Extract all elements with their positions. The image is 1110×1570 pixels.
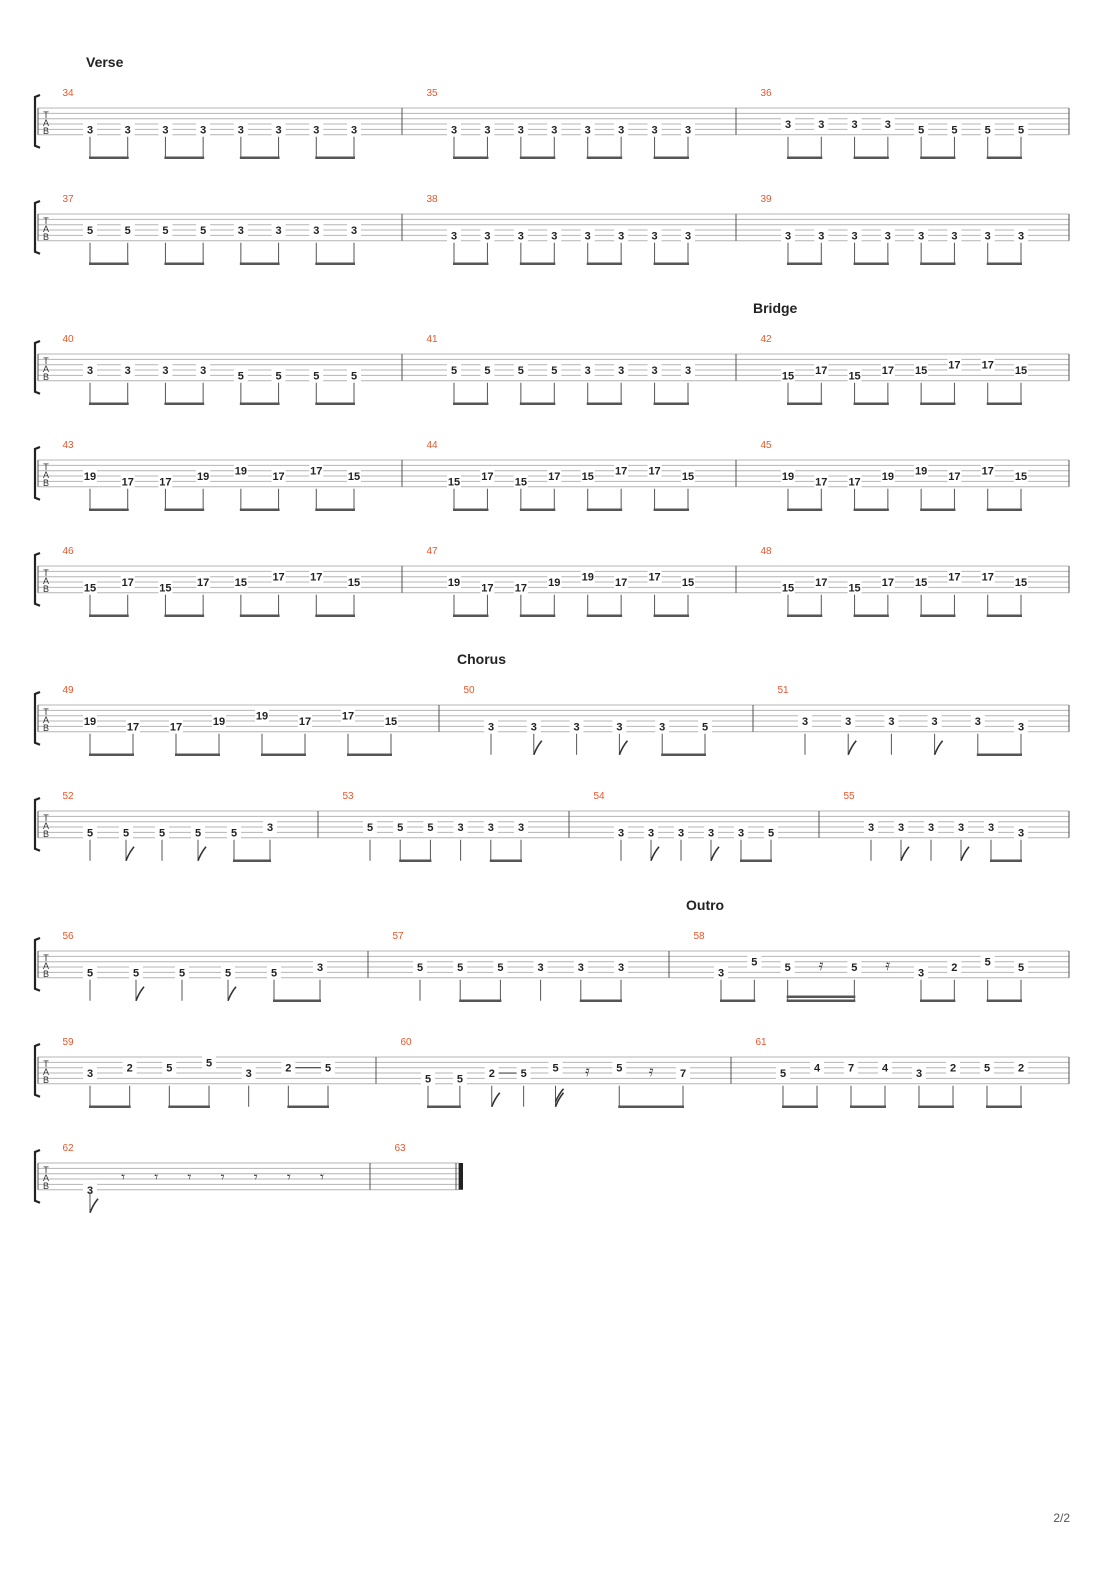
fret-number: 7 bbox=[847, 1062, 855, 1075]
fret-number: 19 bbox=[197, 471, 210, 484]
fret-number: 3 bbox=[618, 230, 625, 243]
fret-number: 5 bbox=[397, 822, 404, 835]
fret-number: 17 bbox=[981, 359, 994, 372]
fret-number: 15 bbox=[1014, 577, 1028, 590]
fret-number: 3 bbox=[517, 124, 524, 137]
fret-number: 3 bbox=[651, 124, 658, 137]
fret-number: 5 bbox=[86, 827, 94, 840]
section-title-outro: Outro bbox=[686, 897, 725, 913]
fret-number: 19 bbox=[915, 465, 928, 478]
fret-number: 15 bbox=[514, 476, 527, 489]
fret-number: 17 bbox=[121, 476, 134, 489]
tab-clef-letter: A bbox=[42, 576, 50, 586]
fret-number: 3 bbox=[784, 230, 792, 243]
fret-number: 3 bbox=[450, 124, 458, 137]
fret-number: 3 bbox=[487, 721, 495, 734]
fret-number: 5 bbox=[166, 1062, 173, 1075]
fret-number: 19 bbox=[781, 471, 795, 484]
fret-number: 15 bbox=[915, 365, 928, 378]
measure-number: 47 bbox=[426, 546, 438, 557]
measure-number: 38 bbox=[426, 194, 438, 205]
note-flag bbox=[901, 847, 909, 861]
fret-number: 17 bbox=[881, 577, 894, 590]
tab-clef-letter: B bbox=[42, 723, 50, 733]
note-flag bbox=[126, 847, 134, 861]
fret-number: 3 bbox=[86, 124, 94, 137]
tab-clef-letter: B bbox=[42, 372, 50, 382]
fret-number: 3 bbox=[245, 1068, 252, 1081]
fret-number: 5 bbox=[497, 962, 504, 975]
fret-number: 5 bbox=[767, 827, 775, 840]
fret-number: 3 bbox=[350, 124, 358, 137]
fret-number: 17 bbox=[615, 577, 628, 590]
rest-symbol: 𝄾 bbox=[320, 1168, 324, 1186]
measure-number: 50 bbox=[463, 685, 475, 696]
fret-number: 3 bbox=[537, 962, 544, 975]
fret-number: 3 bbox=[618, 124, 625, 137]
rest-symbol: 𝄾 bbox=[187, 1168, 192, 1186]
fret-number: 5 bbox=[983, 1062, 991, 1075]
tab-clef-letter: T bbox=[43, 216, 49, 226]
fret-number: 3 bbox=[530, 721, 537, 734]
rest-symbol: 𝄿 bbox=[648, 1062, 654, 1080]
rest-symbol: 𝄾 bbox=[286, 1168, 291, 1186]
tab-clef-letter: B bbox=[42, 969, 50, 979]
fret-number: 3 bbox=[1017, 721, 1025, 734]
fret-number: 5 bbox=[424, 1073, 432, 1086]
fret-number: 3 bbox=[677, 827, 685, 840]
measure-number: 61 bbox=[755, 1037, 767, 1048]
note-flag bbox=[90, 1199, 98, 1213]
rest-symbol: 𝄾 bbox=[154, 1168, 159, 1186]
tab-clef-letter: A bbox=[42, 118, 50, 128]
fret-number: 3 bbox=[927, 822, 935, 835]
measure-number: 48 bbox=[760, 546, 772, 557]
fret-number: 3 bbox=[1017, 230, 1025, 243]
fret-number: 15 bbox=[83, 582, 97, 595]
tab-clef-letter: B bbox=[42, 478, 50, 488]
tab-clef-letter: T bbox=[43, 568, 49, 578]
fret-number: 5 bbox=[520, 1068, 527, 1081]
fret-number: 3 bbox=[275, 225, 282, 238]
fret-number: 15 bbox=[447, 476, 461, 489]
note-flag bbox=[136, 987, 144, 1001]
note-flag bbox=[651, 847, 659, 861]
fret-number: 17 bbox=[815, 577, 828, 590]
fret-number: 3 bbox=[684, 124, 692, 137]
fret-number: 4 bbox=[813, 1062, 821, 1075]
measure-number: 63 bbox=[394, 1143, 406, 1154]
fret-number: 3 bbox=[737, 827, 745, 840]
fret-number: 3 bbox=[684, 365, 692, 378]
fret-number: 15 bbox=[1014, 365, 1028, 378]
fret-number: 17 bbox=[815, 365, 828, 378]
fret-number: 5 bbox=[552, 1062, 559, 1075]
fret-number: 19 bbox=[83, 716, 97, 729]
fret-number: 5 bbox=[200, 225, 207, 238]
fret-number: 3 bbox=[124, 124, 131, 137]
fret-number: 5 bbox=[230, 827, 238, 840]
measure-number: 34 bbox=[62, 88, 74, 99]
fret-number: 15 bbox=[384, 716, 398, 729]
measure-number: 41 bbox=[426, 334, 438, 345]
fret-number: 3 bbox=[1017, 827, 1025, 840]
fret-number: 5 bbox=[270, 967, 278, 980]
fret-number: 2 bbox=[285, 1062, 292, 1075]
fret-number: 5 bbox=[86, 225, 94, 238]
fret-number: 3 bbox=[313, 225, 320, 238]
tab-clef-letter: T bbox=[43, 1059, 49, 1069]
fret-number: 3 bbox=[200, 124, 207, 137]
note-flag bbox=[961, 847, 969, 861]
fret-number: 3 bbox=[584, 230, 591, 243]
fret-number: 17 bbox=[615, 465, 628, 478]
measure-number: 46 bbox=[62, 546, 74, 557]
fret-number: 3 bbox=[707, 827, 715, 840]
fret-number: 3 bbox=[487, 822, 494, 835]
fret-number: 5 bbox=[918, 124, 925, 137]
measure-number: 43 bbox=[62, 440, 74, 451]
fret-number: 3 bbox=[684, 230, 692, 243]
fret-number: 17 bbox=[298, 716, 312, 729]
fret-number: 5 bbox=[237, 370, 244, 383]
fret-number: 17 bbox=[341, 710, 355, 723]
rest-symbol: 𝄾 bbox=[253, 1168, 258, 1186]
fret-number: 19 bbox=[581, 571, 594, 584]
tab-clef-letter: B bbox=[42, 232, 50, 242]
tab-clef-letter: A bbox=[42, 1067, 50, 1077]
fret-number: 5 bbox=[162, 225, 169, 238]
note-flag bbox=[935, 741, 943, 755]
fret-number: 5 bbox=[751, 956, 758, 969]
fret-number: 15 bbox=[234, 577, 247, 590]
fret-number: 3 bbox=[86, 1184, 94, 1197]
measure-number: 39 bbox=[760, 194, 772, 205]
fret-number: 3 bbox=[517, 230, 524, 243]
fret-number: 3 bbox=[617, 827, 625, 840]
tab-clef-letter: A bbox=[42, 715, 50, 725]
fret-number: 3 bbox=[86, 1068, 94, 1081]
tab-clef-letter: A bbox=[42, 364, 50, 374]
tab-clef-letter: T bbox=[43, 462, 49, 472]
fret-number: 17 bbox=[548, 471, 561, 484]
measure-number: 45 bbox=[760, 440, 772, 451]
fret-number: 15 bbox=[159, 582, 172, 595]
fret-number: 15 bbox=[915, 577, 928, 590]
fret-number: 3 bbox=[484, 124, 491, 137]
fret-number: 5 bbox=[122, 827, 130, 840]
rest-symbol: 𝄾 bbox=[121, 1168, 126, 1186]
fret-number: 17 bbox=[169, 721, 183, 734]
tab-clef-letter: B bbox=[42, 1181, 50, 1191]
tab-clef-letter: T bbox=[43, 356, 49, 366]
fret-number: 17 bbox=[481, 471, 494, 484]
fret-number: 3 bbox=[584, 365, 591, 378]
measure-number: 40 bbox=[62, 334, 74, 345]
fret-number: 3 bbox=[316, 962, 324, 975]
fret-number: 3 bbox=[918, 230, 925, 243]
fret-number: 3 bbox=[659, 721, 666, 734]
fret-number: 4 bbox=[881, 1062, 889, 1075]
section-title-verse: Verse bbox=[86, 54, 124, 70]
fret-number: 5 bbox=[275, 370, 282, 383]
fret-number: 15 bbox=[581, 471, 594, 484]
fret-number: 3 bbox=[200, 365, 207, 378]
fret-number: 5 bbox=[324, 1062, 332, 1075]
fret-number: 3 bbox=[957, 822, 965, 835]
measure-number: 35 bbox=[426, 88, 438, 99]
fret-number: 15 bbox=[848, 582, 861, 595]
tab-clef-letter: T bbox=[43, 813, 49, 823]
tab-clef-letter: B bbox=[42, 584, 50, 594]
fret-number: 3 bbox=[987, 822, 995, 835]
tab-clef-letter: A bbox=[42, 1173, 50, 1183]
fret-number: 5 bbox=[484, 365, 491, 378]
measure-number: 55 bbox=[843, 791, 855, 802]
fret-number: 5 bbox=[1017, 962, 1025, 975]
fret-number: 5 bbox=[457, 962, 464, 975]
note-flag bbox=[619, 741, 627, 755]
fret-number: 5 bbox=[450, 365, 458, 378]
fret-number: 19 bbox=[255, 710, 269, 723]
measure-number: 58 bbox=[693, 931, 705, 942]
fret-number: 19 bbox=[548, 577, 561, 590]
fret-number: 3 bbox=[616, 721, 623, 734]
measure-number: 49 bbox=[62, 685, 74, 696]
measure-number: 44 bbox=[426, 440, 438, 451]
measure-number: 36 bbox=[760, 88, 772, 99]
fret-number: 17 bbox=[948, 571, 961, 584]
fret-number: 17 bbox=[648, 465, 661, 478]
note-flag bbox=[848, 741, 856, 755]
fret-number: 3 bbox=[86, 365, 94, 378]
fret-number: 2 bbox=[488, 1068, 495, 1081]
fret-number: 5 bbox=[456, 1073, 463, 1086]
fret-number: 17 bbox=[310, 465, 323, 478]
fret-number: 5 bbox=[984, 124, 991, 137]
section-title-chorus: Chorus bbox=[457, 651, 506, 667]
fret-number: 3 bbox=[974, 716, 981, 729]
fret-number: 17 bbox=[159, 476, 172, 489]
fret-number: 19 bbox=[881, 471, 894, 484]
fret-number: 5 bbox=[224, 967, 232, 980]
fret-number: 5 bbox=[158, 827, 166, 840]
tab-clef-letter: B bbox=[42, 1075, 50, 1085]
fret-number: 17 bbox=[948, 471, 961, 484]
fret-number: 17 bbox=[481, 582, 494, 595]
fret-number: 2 bbox=[949, 1062, 957, 1075]
fret-number: 3 bbox=[818, 119, 825, 132]
fret-number: 5 bbox=[194, 827, 202, 840]
fret-number: 19 bbox=[234, 465, 247, 478]
tab-clef-letter: T bbox=[43, 953, 49, 963]
fret-number: 2 bbox=[1017, 1062, 1025, 1075]
fret-number: 17 bbox=[121, 577, 134, 590]
measure-number: 59 bbox=[62, 1037, 74, 1048]
fret-number: 3 bbox=[313, 124, 320, 137]
fret-number: 5 bbox=[178, 967, 186, 980]
fret-number: 3 bbox=[573, 721, 580, 734]
fret-number: 19 bbox=[212, 716, 226, 729]
fret-number: 15 bbox=[781, 582, 795, 595]
tab-clef-letter: T bbox=[43, 1165, 49, 1175]
fret-number: 3 bbox=[237, 124, 244, 137]
tab-clef-letter: A bbox=[42, 821, 50, 831]
fret-number: 3 bbox=[845, 716, 852, 729]
tab-clef-letter: B bbox=[42, 126, 50, 136]
section-title-bridge: Bridge bbox=[753, 300, 798, 316]
fret-number: 17 bbox=[310, 571, 323, 584]
fret-number: 15 bbox=[681, 471, 695, 484]
fret-number: 3 bbox=[897, 822, 905, 835]
fret-number: 3 bbox=[551, 124, 558, 137]
fret-number: 3 bbox=[275, 124, 282, 137]
fret-number: 15 bbox=[781, 370, 795, 383]
fret-number: 17 bbox=[648, 571, 661, 584]
fret-number: 5 bbox=[350, 370, 358, 383]
tab-clef-letter: B bbox=[42, 829, 50, 839]
measure-number: 60 bbox=[400, 1037, 412, 1048]
note-flag bbox=[228, 987, 236, 1001]
tab-clef-letter: A bbox=[42, 224, 50, 234]
fret-number: 3 bbox=[584, 124, 591, 137]
note-flag bbox=[711, 847, 719, 861]
fret-number: 3 bbox=[867, 822, 875, 835]
fret-number: 5 bbox=[701, 721, 709, 734]
measure-number: 42 bbox=[760, 334, 772, 345]
measure-number: 37 bbox=[62, 194, 74, 205]
fret-number: 3 bbox=[162, 124, 169, 137]
fret-number: 15 bbox=[681, 577, 695, 590]
fret-number: 3 bbox=[651, 230, 658, 243]
fret-number: 17 bbox=[981, 571, 994, 584]
fret-number: 3 bbox=[266, 822, 274, 835]
fret-number: 17 bbox=[514, 582, 527, 595]
fret-number: 5 bbox=[784, 962, 791, 975]
fret-number: 3 bbox=[884, 230, 891, 243]
page-number: 2/2 bbox=[1053, 1511, 1070, 1525]
fret-number: 17 bbox=[848, 476, 861, 489]
fret-number: 5 bbox=[124, 225, 131, 238]
fret-number: 3 bbox=[851, 230, 858, 243]
fret-number: 19 bbox=[83, 471, 97, 484]
fret-number: 3 bbox=[951, 230, 958, 243]
fret-number: 3 bbox=[851, 119, 858, 132]
fret-number: 5 bbox=[427, 822, 434, 835]
measure-number: 54 bbox=[593, 791, 605, 802]
measure-number: 56 bbox=[62, 931, 74, 942]
fret-number: 3 bbox=[551, 230, 558, 243]
fret-number: 2 bbox=[951, 962, 958, 975]
tab-clef-letter: A bbox=[42, 961, 50, 971]
fret-number: 5 bbox=[86, 967, 94, 980]
fret-number: 17 bbox=[197, 577, 210, 590]
fret-number: 15 bbox=[347, 577, 361, 590]
fret-number: 17 bbox=[815, 476, 828, 489]
fret-number: 5 bbox=[616, 1062, 623, 1075]
note-flag bbox=[492, 1093, 500, 1107]
fret-number: 5 bbox=[313, 370, 320, 383]
fret-number: 3 bbox=[651, 365, 658, 378]
fret-number: 17 bbox=[126, 721, 140, 734]
measure-number: 52 bbox=[62, 791, 74, 802]
fret-number: 3 bbox=[457, 822, 464, 835]
fret-number: 5 bbox=[951, 124, 958, 137]
fret-number: 3 bbox=[618, 365, 625, 378]
fret-number: 5 bbox=[1017, 124, 1025, 137]
fret-number: 3 bbox=[484, 230, 491, 243]
fret-number: 5 bbox=[416, 962, 424, 975]
fret-number: 17 bbox=[272, 571, 285, 584]
tab-clef-letter: T bbox=[43, 707, 49, 717]
tab-clef-letter: T bbox=[43, 110, 49, 120]
fret-number: 3 bbox=[577, 962, 584, 975]
fret-number: 3 bbox=[784, 119, 792, 132]
fret-number: 3 bbox=[801, 716, 809, 729]
fret-number: 3 bbox=[717, 967, 725, 980]
rest-symbol: 𝄿 bbox=[585, 1062, 590, 1080]
fret-number: 5 bbox=[132, 967, 140, 980]
fret-number: 3 bbox=[931, 716, 938, 729]
fret-number: 5 bbox=[551, 365, 558, 378]
fret-number: 19 bbox=[447, 577, 461, 590]
measure-number: 53 bbox=[342, 791, 354, 802]
fret-number: 17 bbox=[272, 471, 285, 484]
fret-number: 5 bbox=[366, 822, 374, 835]
rest-symbol: 𝄿 bbox=[885, 956, 890, 974]
fret-number: 3 bbox=[517, 822, 525, 835]
fret-number: 2 bbox=[126, 1062, 133, 1075]
fret-number: 5 bbox=[779, 1068, 787, 1081]
fret-number: 3 bbox=[617, 962, 625, 975]
fret-number: 3 bbox=[915, 1068, 923, 1081]
fret-number: 5 bbox=[984, 956, 991, 969]
fret-number: 3 bbox=[124, 365, 131, 378]
rest-symbol: 𝄿 bbox=[818, 956, 824, 974]
fret-number: 3 bbox=[984, 230, 991, 243]
fret-number: 7 bbox=[679, 1068, 687, 1081]
measure-number: 62 bbox=[62, 1143, 74, 1154]
note-flag bbox=[534, 741, 542, 755]
fret-number: 5 bbox=[205, 1057, 213, 1070]
tab-clef-letter: A bbox=[42, 470, 50, 480]
fret-number: 3 bbox=[917, 967, 925, 980]
fret-number: 17 bbox=[948, 359, 961, 372]
fret-number: 3 bbox=[162, 365, 169, 378]
fret-number: 5 bbox=[517, 365, 524, 378]
measure-number: 57 bbox=[392, 931, 404, 942]
fret-number: 5 bbox=[851, 962, 858, 975]
fret-number: 17 bbox=[981, 465, 994, 478]
fret-number: 15 bbox=[848, 370, 861, 383]
fret-number: 3 bbox=[450, 230, 458, 243]
fret-number: 17 bbox=[881, 365, 894, 378]
final-barline-thick bbox=[459, 1163, 463, 1190]
measure-number: 51 bbox=[777, 685, 789, 696]
fret-number: 3 bbox=[350, 225, 358, 238]
note-flag bbox=[198, 847, 206, 861]
fret-number: 3 bbox=[884, 119, 891, 132]
fret-number: 3 bbox=[237, 225, 244, 238]
fret-number: 15 bbox=[1014, 471, 1028, 484]
fret-number: 3 bbox=[818, 230, 825, 243]
fret-number: 15 bbox=[347, 471, 361, 484]
rest-symbol: 𝄾 bbox=[220, 1168, 225, 1186]
fret-number: 3 bbox=[647, 827, 655, 840]
fret-number: 3 bbox=[888, 716, 895, 729]
